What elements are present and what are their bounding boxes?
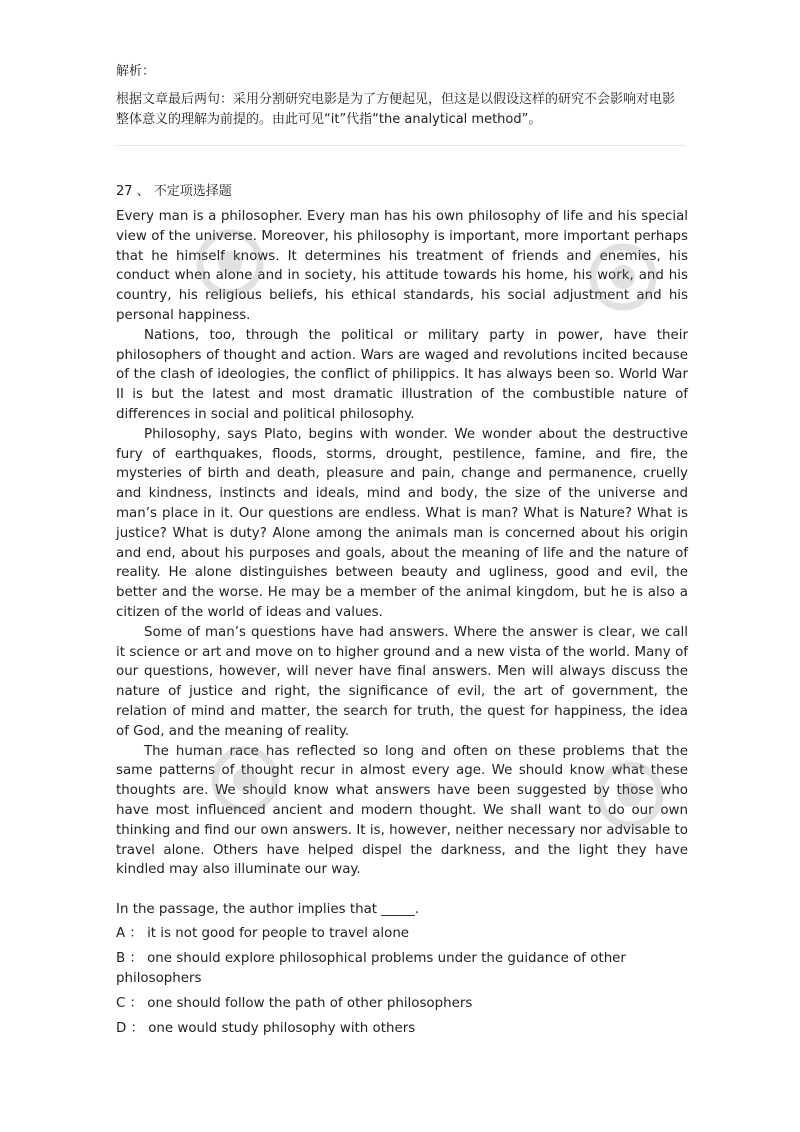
option-letter: A ： <box>116 926 143 941</box>
option-b[interactable] <box>116 949 686 989</box>
option-text: one should explore philosophical problems under the guidance of other philosophers <box>116 951 626 986</box>
passage-paragraph: Nations, too, through the political or military party in power, have their philosophers of thought and action. Wars are waged and revolutions incited because of the clash of ideologies, the conflict of philippics. It has always been so. World War II is but the latest and most dramatic illustration of the combustible nature of differences in social and political philosophy. <box>116 327 688 422</box>
option-letter: C ： <box>116 996 143 1011</box>
reading-passage <box>116 207 688 880</box>
option-letter: B ： <box>116 951 143 966</box>
analysis-label: 解析： <box>116 64 156 79</box>
option-text: it is not good for people to travel alone <box>147 926 410 941</box>
option-d[interactable] <box>116 1019 686 1039</box>
option-text: one should follow the path of other philosophers <box>147 996 473 1011</box>
passage-paragraph: The human race has reflected so long and often on these problems that the same patterns of thought recur in almost every age. We should know what these thoughts are. We should know what answers have been suggested by those who have most influenced ancient and modern thought. We shall want to do our own thinking and find our own answers. It is, however, neither necessary nor advisable to travel alone. Others have helped dispel the darkness, and the light they have kindled may also illuminate our way. <box>116 743 688 878</box>
option-a[interactable] <box>116 924 686 944</box>
question-prompt: In the passage, the author implies that _____. <box>116 902 420 917</box>
option-c[interactable] <box>116 994 686 1014</box>
passage-paragraph: Philosophy, says Plato, begins with wonder. We wonder about the destructive fury of earthquakes, floods, storms, drought, pestilence, famine, and fire, the mysteries of birth and death, pleasure and pain, change and permanence, cruelly and kindness, instincts and ideals, mind and body, the size of the universe and man’s place in it. Our questions are endless. What is man? What is Nature? What is justice? What is duty? Alone among the animals man is concerned about his origin and end, about his purposes and goals, about the meaning of life and the nature of reality. He alone distinguishes between beauty and ugliness, good and evil, the better and the worse. He may be a member of the animal kingdom, but he is also a citizen of the world of ideas and values. <box>116 426 688 620</box>
question-header: 27 、 不定项选择题 <box>116 184 232 199</box>
passage-paragraph: Some of man’s questions have had answers. Where the answer is clear, we call it science or art and move on to higher ground and a new vista of the world. Many of our questions, however, will never have final answers. Men will always discuss the nature of justice and right, the significance of evil, the art of government, the relation of mind and matter, the search for truth, the quest for happiness, the idea of God, and the meaning of reality. <box>116 624 688 739</box>
option-letter: D ： <box>116 1021 144 1036</box>
analysis-section <box>116 62 686 130</box>
option-text: one would study philosophy with others <box>148 1021 416 1036</box>
analysis-text: 根据文章最后两句：采用分割研究电影是为了方便起见，但这是以假设这样的研究不会影响对电影整体意义的理解为前提的。由此可见“it”代指“the analytical method”。 <box>116 92 676 127</box>
passage-paragraph: Every man is a philosopher. Every man has his own philosophy of life and his special view of the universe. Moreover, his philosophy is important, more important perhaps that he himself knows. It determines his treatment of friends and enemies, his conduct when alone and in society, his attitude towards his home, his work, and his country, his religious beliefs, his ethical standards, his social adjustment and his personal happiness. <box>116 209 688 323</box>
answer-options <box>116 924 686 1044</box>
section-divider <box>116 145 686 146</box>
